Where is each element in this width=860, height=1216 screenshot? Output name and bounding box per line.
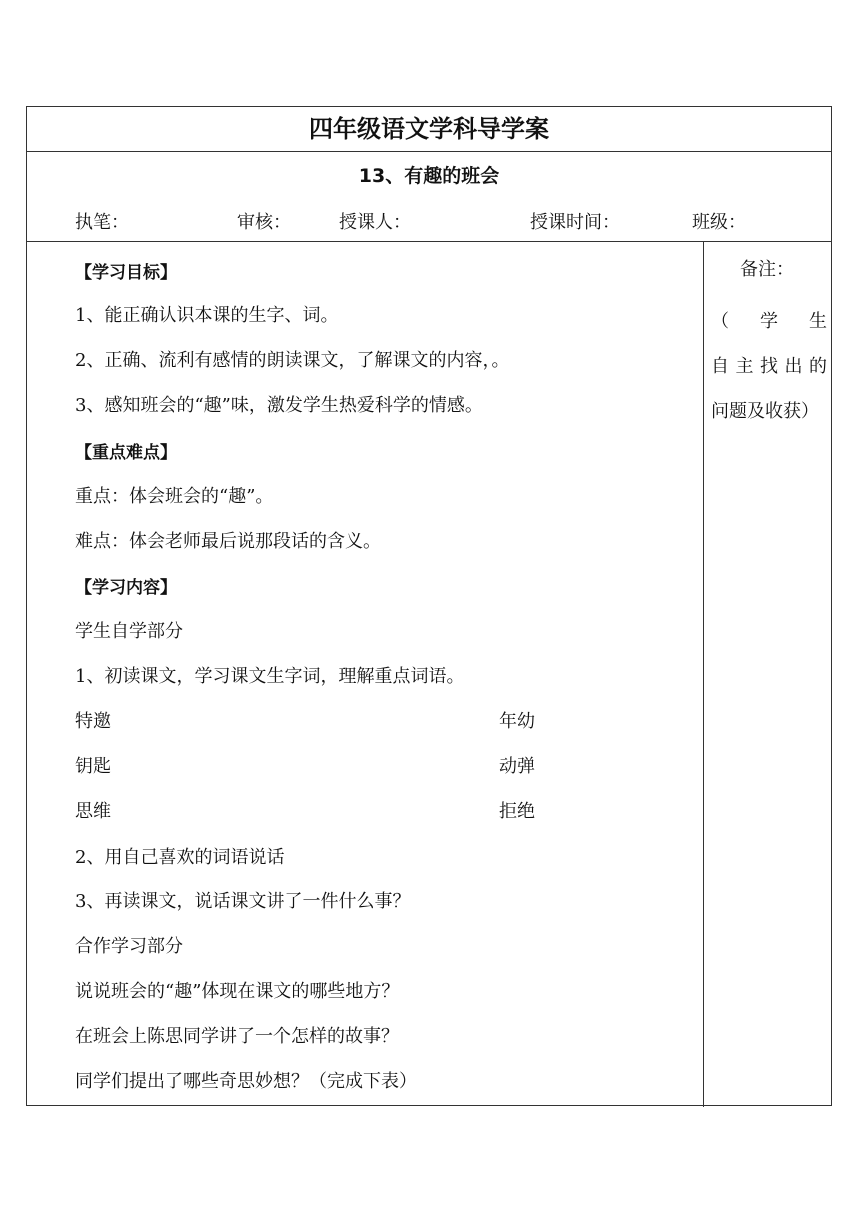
worksheet-table xyxy=(26,106,832,1106)
notes-line: （学生 xyxy=(711,311,827,332)
notes-description xyxy=(711,299,827,434)
task-item: 3、再读课文，说话课文讲了一件什么事？ xyxy=(75,891,411,912)
main-content xyxy=(27,242,704,1107)
section-heading-key-points: 【重点难点】 xyxy=(75,443,177,463)
task-item: 1、初读课文，学习课文生字词，理解重点词语。 xyxy=(75,666,465,687)
teacher-label: 授课人： xyxy=(339,212,411,233)
class-label: 班级： xyxy=(692,212,746,233)
vocab-word: 拒绝 xyxy=(499,801,535,822)
question-item: 说说班会的“趣”体现在课文的哪些地方？ xyxy=(75,981,400,1002)
question-item: 同学们提出了哪些奇思妙想？（完成下表） xyxy=(75,1071,417,1092)
notes-label: 备注： xyxy=(740,259,794,280)
lesson-header xyxy=(27,151,831,242)
notes-column xyxy=(703,242,831,1107)
question-item: 在班会上陈思同学讲了一个怎样的故事？ xyxy=(75,1026,399,1047)
writer-label: 执笔： xyxy=(75,212,129,233)
key-point-text: 重点：体会班会的“趣”。 xyxy=(75,486,274,507)
vocab-word: 钥匙 xyxy=(75,756,111,777)
vocab-word: 特邀 xyxy=(75,711,111,732)
lesson-title: 13、有趣的班会 xyxy=(358,165,500,187)
reviewer-label: 审核： xyxy=(237,212,291,233)
coop-heading: 合作学习部分 xyxy=(75,936,183,957)
task-item: 2、用自己喜欢的词语说话 xyxy=(75,847,285,868)
self-study-heading: 学生自学部分 xyxy=(75,621,183,642)
difficulty-text: 难点：体会老师最后说那段话的含义。 xyxy=(75,531,381,552)
goal-item: 3、感知班会的“趣”味，激发学生热爱科学的情感。 xyxy=(75,395,483,416)
notes-line: 问题及收获） xyxy=(711,401,819,422)
vocab-word: 动弹 xyxy=(499,756,535,777)
section-heading-goals: 【学习目标】 xyxy=(75,263,177,283)
section-heading-content: 【学习内容】 xyxy=(75,578,177,598)
vocab-word: 思维 xyxy=(75,801,111,822)
notes-line: 自主找出的 xyxy=(711,356,827,377)
lesson-time-label: 授课时间： xyxy=(530,212,620,233)
goal-item: 1、能正确认识本课的生字、词。 xyxy=(75,305,339,326)
vocab-word: 年幼 xyxy=(499,711,535,732)
document-title: 四年级语文学科导学案 xyxy=(27,107,831,152)
goal-item: 2、正确、流利有感情的朗读课文，了解课文的内容，。 xyxy=(75,350,510,371)
